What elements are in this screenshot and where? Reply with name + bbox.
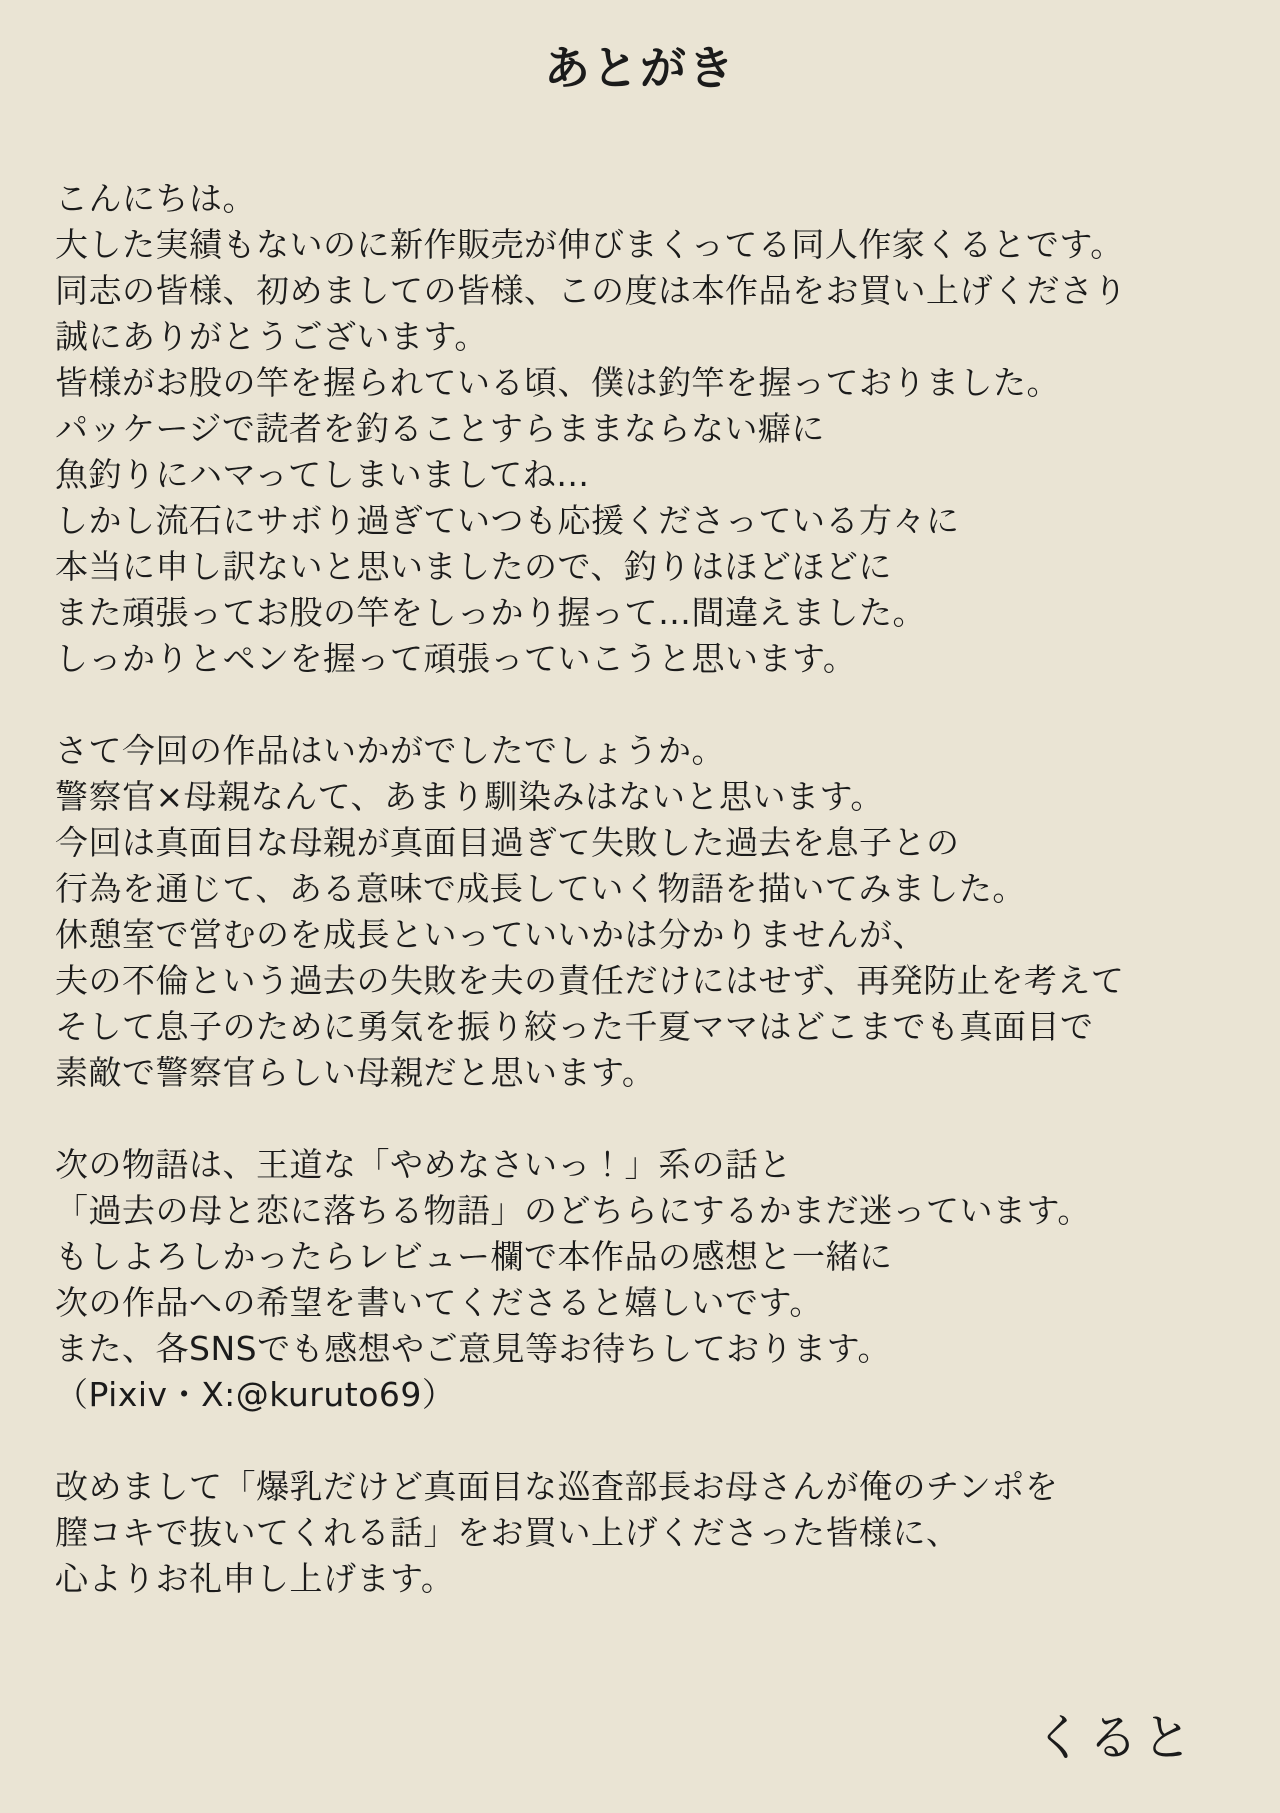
text-line: 警察官×母親なんて、あまり馴染みはないと思います。 [55,777,884,816]
text-line: そして息子のために勇気を振り絞った千夏ママはどこまでも真面目で [55,1007,1094,1046]
text-line: さて今回の作品はいかがでしたでしょうか。 [55,731,725,770]
text-line: しっかりとペンを握って頑張っていこうと思います。 [55,639,857,678]
text-line: 休憩室で営むのを成長といっていいかは分かりませんが、 [55,915,926,954]
text-line: 今回は真面目な母親が真面目過ぎて失敗した過去を息子との [55,823,960,862]
text-line: 同志の皆様、初めましての皆様、この度は本作品をお買い上げくださり [55,271,1127,310]
author-signature: くると [1034,1709,1196,1767]
paragraph [55,728,1245,1096]
text-line: パッケージで読者を釣ることすらままならない癖に [55,409,825,448]
text-line: （Pixiv・X:@kuruto69） [55,1375,456,1414]
text-line: 誠にありがとうございます。 [55,317,488,356]
text-line: 魚釣りにハマってしまいましてね… [55,455,590,494]
paragraph [55,1142,1245,1418]
text-line: また、各SNSでも感想やご意見等お待ちしております。 [55,1329,891,1368]
page-title: あとがき [544,40,736,95]
text-line: 膣コキで抜いてくれる話」をお買い上げくださった皆様に、 [55,1513,960,1552]
text-line: こんにちは。 [55,179,256,218]
text-line: もしよろしかったらレビュー欄で本作品の感想と一緒に [55,1237,893,1276]
text-line: 「過去の母と恋に落ちる物語」のどちらにするかまだ迷っています。 [55,1191,1091,1230]
text-line: 夫の不倫という過去の失敗を夫の責任だけにはせず、再発防止を考えて [55,961,1125,1000]
paragraph [55,1464,1245,1602]
text-line: 皆様がお股の竿を握られている頃、僕は釣竿を握っておりました。 [55,363,1060,402]
text-line: 心よりお礼申し上げます。 [55,1559,455,1598]
text-line: 本当に申し訳ないと思いましたので、釣りはほどほどに [55,547,892,586]
text-line: 次の物語は、王道な「やめなさいっ！」系の話と [55,1145,792,1184]
text-line: 次の作品への希望を書いてくださると嬉しいです。 [55,1283,823,1322]
text-line: しかし流石にサボり過ぎていつも応援くださっている方々に [55,501,960,540]
text-line: 大した実績もないのに新作販売が伸びまくってる同人作家くるとです。 [55,225,1124,264]
text-line: また頑張ってお股の竿をしっかり握って…間違えました。 [55,593,926,632]
afterword-body [55,176,1245,1602]
text-line: 改めまして「爆乳だけど真面目な巡査部長お母さんが俺のチンポを [55,1467,1059,1506]
text-line: 行為を通じて、ある意味で成長していく物語を描いてみました。 [55,869,1026,908]
text-line: 素敵で警察官らしい母親だと思います。 [55,1053,656,1092]
paragraph [55,176,1245,682]
